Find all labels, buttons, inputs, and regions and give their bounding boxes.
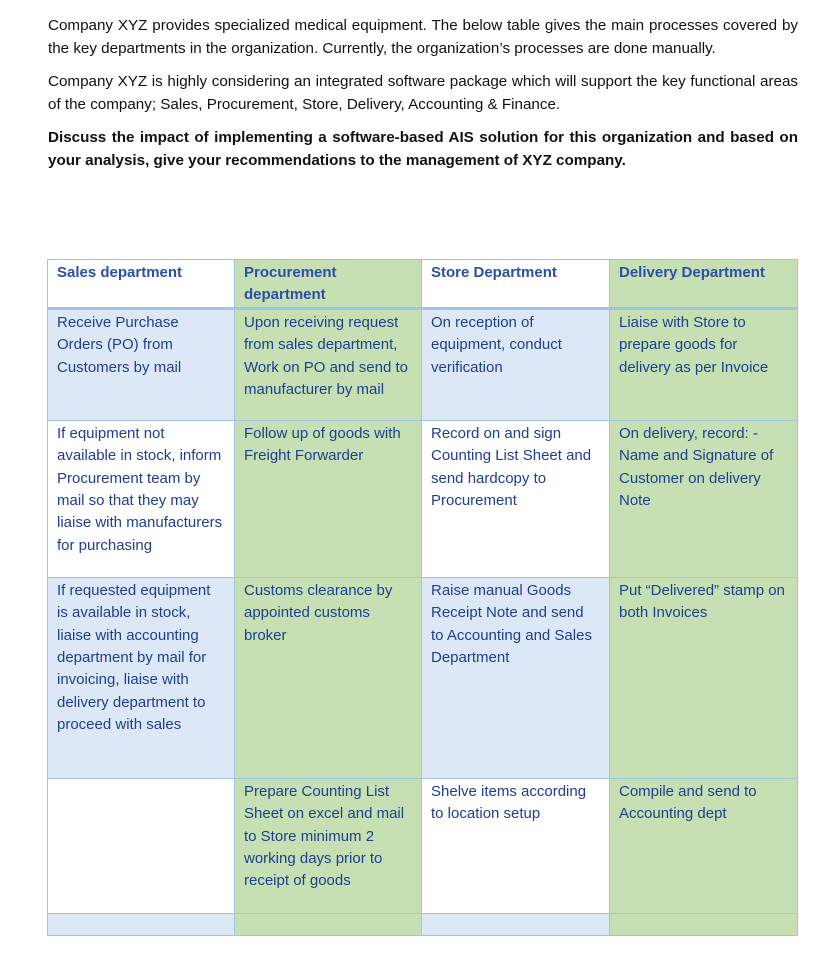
header-store: Store Department [422, 260, 610, 309]
table-cell [48, 778, 235, 913]
table-row [48, 308, 798, 420]
table-cell: Compile and send to Accounting dept [610, 778, 798, 913]
table-cell: On reception of equipment, conduct verification [422, 308, 610, 420]
table-cell: Upon receiving request from sales department, Work on PO and send to manufacturer by mail [235, 308, 422, 420]
table-cell: Liaise with Store to prepare goods for delivery as per Invoice [610, 308, 798, 420]
header-procurement: Procurement department [235, 260, 422, 309]
question-text: Discuss the impact of implementing a software-based AIS solution for this organization and based on your analysis, give your recommendations to the management of XYZ company. [48, 129, 798, 169]
table-cell: Customs clearance by appointed customs broker [235, 577, 422, 778]
intro-text [48, 14, 798, 182]
process-table [47, 259, 798, 936]
header-delivery: Delivery Department [610, 260, 798, 309]
table-cell [610, 913, 798, 935]
table-cell: Record on and sign Counting List Sheet and send hardcopy to Procurement [422, 420, 610, 577]
table-cell [422, 913, 610, 935]
table-cell [48, 913, 235, 935]
table-row [48, 420, 798, 577]
table-header-row [48, 260, 798, 309]
table-row [48, 778, 798, 913]
table-cell: On delivery, record: -Name and Signature of Customer on delivery Note [610, 420, 798, 577]
table-cell: Raise manual Goods Receipt Note and send to Accounting and Sales Department [422, 577, 610, 778]
table-cell [235, 913, 422, 935]
table-cell: Put “Delivered” stamp on both Invoices [610, 577, 798, 778]
table-row-empty [48, 913, 798, 935]
table-cell: Shelve items according to location setup [422, 778, 610, 913]
table-cell: Prepare Counting List Sheet on excel and mail to Store minimum 2 working days prior to receipt of goods [235, 778, 422, 913]
table-cell: Receive Purchase Orders (PO) from Customers by mail [48, 308, 235, 420]
intro-paragraph-2: Company XYZ is highly considering an integrated software package which will support the key functional areas of the company; Sales, Procurement, Store, Delivery, Accounting & Finance. [48, 73, 798, 113]
table-row [48, 577, 798, 778]
table-cell: If requested equipment is available in stock, liaise with accounting department by mail for invoicing, liaise with delivery department to proceed with sales [48, 577, 235, 778]
header-sales: Sales department [48, 260, 235, 309]
table-cell: Follow up of goods with Freight Forwarder [235, 420, 422, 577]
table-cell: If equipment not available in stock, inform Procurement team by mail so that they may liaise with manufacturers for purchasing [48, 420, 235, 577]
intro-paragraph-1: Company XYZ provides specialized medical equipment. The below table gives the main processes covered by the key departments in the organization. Currently, the organization’s processes are done manually. [48, 17, 798, 57]
